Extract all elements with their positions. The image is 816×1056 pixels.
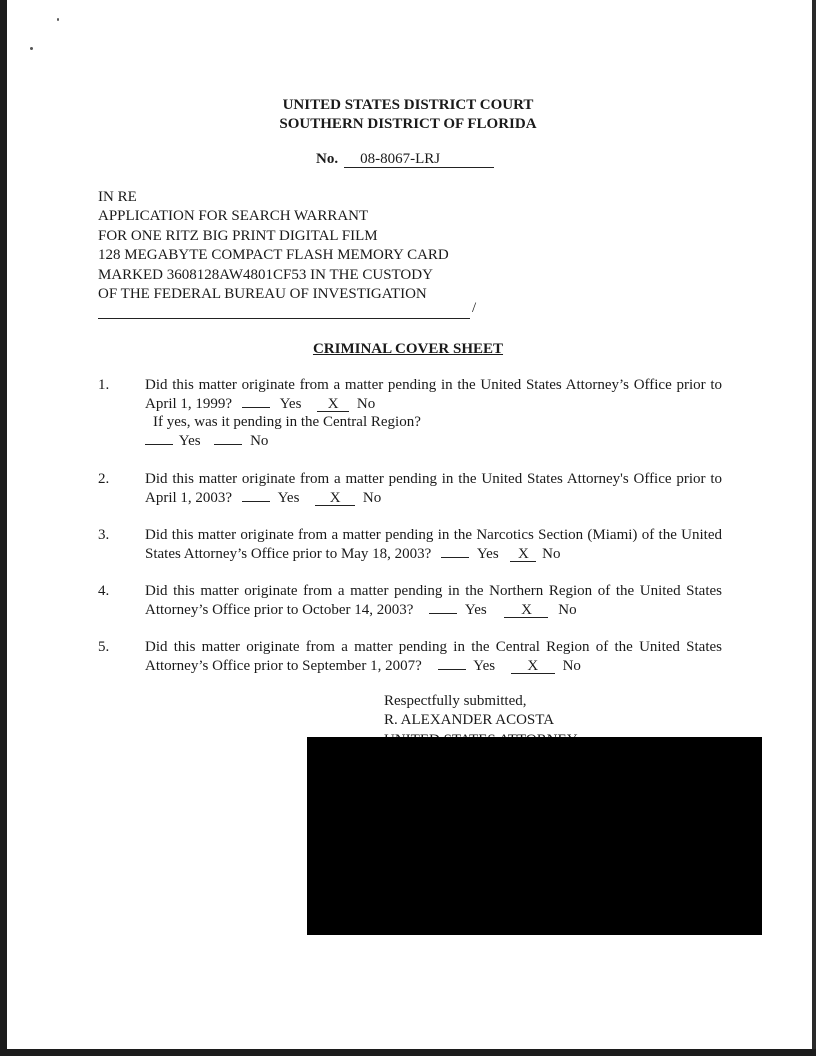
caption-line: IN RE	[98, 189, 137, 205]
yes-blank	[429, 613, 457, 614]
caption-line: FOR ONE RITZ BIG PRINT DIGITAL FILM	[98, 227, 378, 244]
no-blank	[214, 444, 242, 445]
caption-slash: /	[472, 300, 477, 316]
question-5	[98, 638, 722, 675]
yes-blank	[438, 669, 466, 670]
no-label: No	[542, 545, 561, 562]
question-subitem	[153, 413, 722, 432]
sheet-title: CRIMINAL COVER SHEET	[312, 341, 504, 357]
court-header	[0, 96, 816, 134]
question-number: 5.	[98, 639, 110, 655]
question-1	[98, 376, 722, 450]
question-number: 4.	[98, 583, 110, 599]
yes-label: Yes	[178, 432, 201, 449]
question-text: Did this matter originate from a matter pending in the United States Attorney’s Office prior to April 1, 1999?	[145, 377, 722, 412]
subquestion-answers	[145, 432, 722, 451]
no-label: No	[356, 395, 376, 412]
no-blank: X	[315, 491, 355, 506]
case-number-value: 08-8067-LRJ	[344, 151, 494, 168]
court-name: UNITED STATES DISTRICT COURT	[282, 97, 534, 113]
scan-edge-left	[0, 0, 7, 1056]
yes-blank	[145, 444, 173, 445]
question-2	[98, 470, 722, 507]
caption-line: APPLICATION FOR SEARCH WARRANT	[98, 208, 369, 225]
question-text: Did this matter originate from a matter pending in the Narcotics Section (Miami) of the United States Attorney’s Office prior to May 18, 2003?	[145, 527, 722, 562]
no-blank: X	[510, 547, 536, 562]
case-caption	[98, 188, 449, 304]
no-blank: X	[317, 397, 349, 412]
no-blank: X	[511, 659, 555, 674]
no-blank: X	[504, 603, 548, 618]
yes-blank	[242, 407, 270, 408]
subquestion-text: If yes, was it pending in the Central Region?	[153, 414, 421, 430]
question-text: Did this matter originate from a matter pending in the Northern Region of the United States Attorney’s Office prior to October 14, 2003?	[145, 583, 722, 618]
caption-line: 128 MEGABYTE COMPACT FLASH MEMORY CARD	[98, 247, 449, 264]
question-3	[98, 526, 722, 563]
caption-line: MARKED 3608128AW4801CF53 IN THE CUSTODY	[98, 266, 433, 283]
signature-block	[384, 692, 578, 739]
signature-name: R. ALEXANDER ACOSTA	[384, 712, 555, 729]
question-number: 2.	[98, 471, 110, 487]
scan-speck	[30, 47, 33, 50]
yes-label: Yes	[473, 657, 496, 674]
caption-line: OF THE FEDERAL BUREAU OF INVESTIGATION	[98, 286, 427, 303]
scan-speck	[57, 18, 59, 21]
case-number-label: No.	[316, 151, 339, 167]
yes-blank	[441, 557, 469, 558]
question-text: Did this matter originate from a matter pending in the Central Region of the United States Attorney’s Office prior to September 1, 2007?	[145, 639, 722, 674]
yes-label: Yes	[279, 395, 302, 412]
yes-label: Yes	[277, 489, 300, 506]
redaction-block	[307, 737, 762, 935]
scan-edge-right	[812, 0, 816, 1056]
question-number: 3.	[98, 527, 110, 543]
no-label: No	[558, 601, 577, 618]
caption-divider	[98, 318, 470, 319]
yes-label: Yes	[464, 601, 487, 618]
no-label: No	[562, 657, 581, 674]
district-name: SOUTHERN DISTRICT OF FLORIDA	[279, 116, 537, 132]
no-label: No	[250, 432, 269, 449]
question-number: 1.	[98, 377, 110, 393]
yes-blank	[242, 501, 270, 502]
no-label: No	[362, 489, 382, 506]
signature-closing: Respectfully submitted,	[384, 693, 527, 709]
case-number	[316, 151, 494, 168]
yes-label: Yes	[476, 545, 499, 562]
question-4	[98, 582, 722, 619]
scan-edge-bottom	[0, 1049, 816, 1056]
question-text: Did this matter originate from a matter pending in the United States Attorney's Office prior to April 1, 2003?	[145, 471, 722, 506]
